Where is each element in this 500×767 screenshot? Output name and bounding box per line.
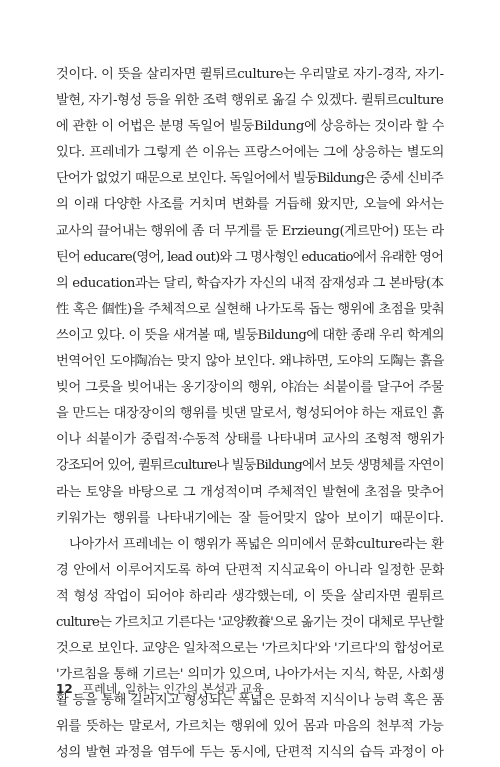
text-line: 활 등을 통해 길러지고 형성되는 폭넓은 문화적 지식이나 능력 혹은 품 — [56, 693, 444, 709]
text-line: '가르침을 통해 기르는' 의미가 있으며, 나아가서는 지식, 학문, 사회생 — [56, 667, 444, 683]
text-line: 나아가서 프레네는 이 행위가 폭넓은 의미에서 문화culture라는 환 — [69, 536, 444, 552]
text-line: 경 안에서 이루어지도록 하여 단편적 지식교육이 아니라 일정한 문화 — [56, 562, 444, 578]
text-line: 교사의 끌어내는 행위에 좀 더 무게를 둔 Erzieung(게르만어) 또는 라 — [56, 223, 444, 239]
text-line: culture는 가르치고 기른다는 '교양敎養'으로 옮기는 것이 대체로 무난할 — [56, 614, 444, 630]
text-line: 단어가 없었기 때문으로 보인다. 독일어에서 빌둥Bildung은 중세 신비주 — [56, 171, 444, 187]
paragraph — [56, 62, 444, 532]
text-line: 性 혹은 個性)을 주체적으로 실현해 나가도록 돕는 행위에 초점을 맞춰 — [56, 301, 444, 317]
page-number: 12 — [56, 682, 73, 696]
text-line: 틴어 educare(영어, lead out)와 그 명사형인 educatio에서 유래한 영어 — [56, 249, 444, 265]
paragraph — [56, 532, 444, 767]
text-line: 것이다. 이 뜻을 살리자면 퀼튀르culture는 우리말로 자기-경작, 자기- — [56, 67, 444, 82]
text-line: 위를 뜻하는 말로서, 가르치는 행위에 있어 몸과 마음의 천부적 가능 — [56, 719, 444, 735]
text-line: 적 형성 작업이 되어야 하리라 생각했는데, 이 뜻을 살리자면 퀼튀르 — [56, 588, 444, 604]
page-footer — [56, 680, 264, 697]
body-text — [56, 62, 444, 767]
text-line: 쓰이고 있다. 이 뜻을 새겨볼 때, 빌둥Bildung에 대한 종래 우리 학계의 — [56, 327, 444, 343]
text-line: 에 관한 이 어법은 분명 독일어 빌둥Bildung에 상응하는 것이라 할 수 — [56, 119, 444, 135]
text-line: 키워가는 행위를 나타내기에는 잘 들어맞지 않아 보이기 때문이다. — [56, 510, 444, 526]
text-line: 빚어 그릇을 빚어내는 옹기장이의 행위, 야冶는 쇠붙이를 달구어 주물 — [56, 380, 444, 396]
running-title: 프레네, 일하는 인간의 본성과 교육 — [82, 682, 264, 696]
text-line: 것으로 보인다. 교양은 일차적으로는 '가르치다'와 '기르다'의 합성어로 — [56, 641, 444, 657]
text-line: 이나 쇠붙이가 중립적·수동적 상태를 나타내며 교사의 조형적 행위가 — [56, 432, 444, 448]
text-line: 의 education과는 달리, 학습자가 자신의 내적 잠재성과 그 본바탕(本 — [56, 275, 444, 291]
text-line: 발현, 자기-형성 등을 위한 조력 행위로 옮길 수 있겠다. 퀼튀르culture — [56, 93, 444, 109]
text-line: 있다. 프레네가 그렇게 쓴 이유는 프랑스어에는 그에 상응하는 별도의 — [56, 145, 444, 161]
text-line: 강조되어 있어, 퀼튀르culture나 빌둥Bildung에서 보듯 생명체를 자연이 — [56, 458, 444, 474]
text-line: 의 이래 다양한 사조를 거치며 변화를 거듭해 왔지만, 오늘에 와서는 — [56, 197, 444, 213]
text-line: 번역어인 도야陶冶는 맞지 않아 보인다. 왜냐하면, 도야의 도陶는 흙을 — [56, 354, 444, 370]
text-line: 라는 토양을 바탕으로 그 개성적이며 주체적인 발현에 초점을 맞추어 — [56, 484, 444, 500]
text-line: 성의 발현 과정을 염두에 두는 동시에, 단편적 지식의 습득 과정이 아 — [56, 745, 444, 761]
text-line: 을 만드는 대장장이의 행위를 빗댄 말로서, 형성되어야 하는 재료인 흙 — [56, 406, 444, 422]
